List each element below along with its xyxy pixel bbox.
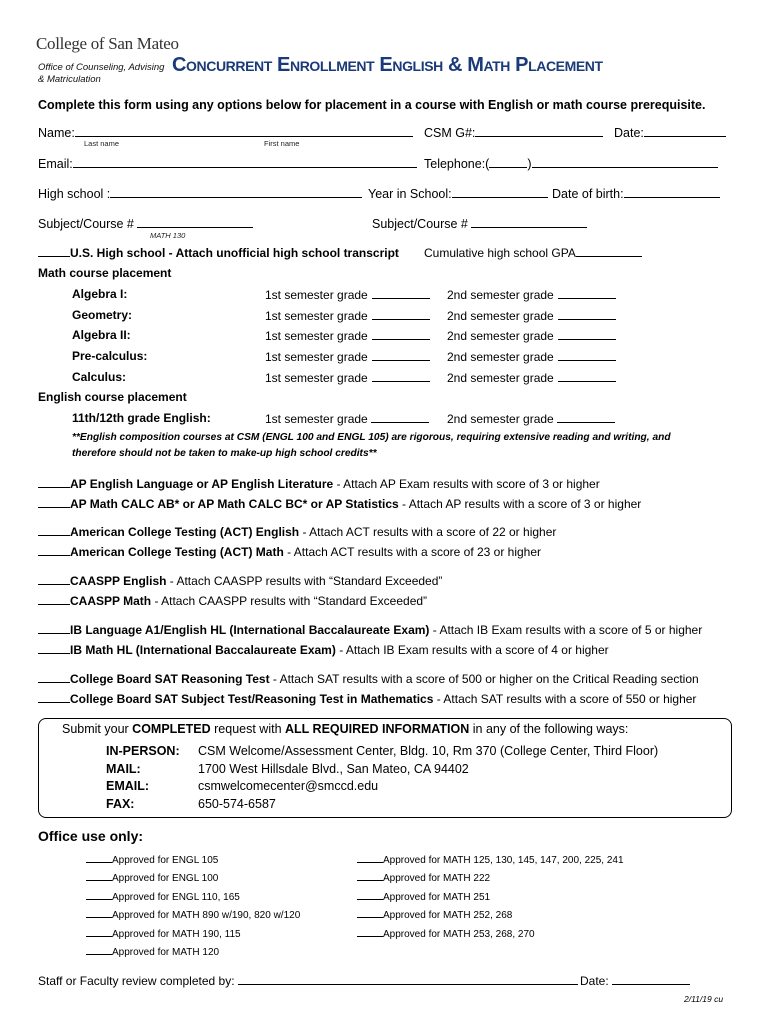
office-checkline[interactable] [357, 926, 383, 937]
math-sem1-label: 1st semester grade [265, 308, 368, 323]
exam-checkline[interactable] [38, 642, 70, 654]
submit-method-value: CSM Welcome/Assessment Center, Bldg. 10, Rm 370 (College Center, Third Floor) [198, 744, 659, 758]
transcript-label: U.S. High school [70, 246, 166, 260]
footer-date-label: Date: [580, 974, 609, 988]
exam-requirement: - Attach IB Exam results with a score of 4 or higher [335, 643, 609, 657]
office-heading: Office use only: [38, 828, 144, 844]
math-sem1-label: 1st semester grade [265, 370, 368, 385]
exam-requirement: - Attach CAASPP results with “Standard Exceeded” [151, 594, 428, 608]
submit-mid: request with [210, 722, 285, 736]
math-sem2-line[interactable] [558, 308, 616, 320]
exam-row [38, 622, 702, 637]
math-sem2-line[interactable] [558, 370, 616, 382]
english-sem1[interactable] [265, 411, 429, 426]
exam-name: CAASPP English [70, 574, 167, 588]
exam-name: IB Math HL (International Baccalaureate Exam) [70, 643, 336, 657]
math-sem2-line[interactable] [558, 349, 616, 361]
exam-requirement: - Attach IB Exam results with a score of 5 or higher [429, 623, 703, 637]
year-line[interactable] [452, 185, 548, 198]
exam-checkline[interactable] [38, 671, 70, 683]
math-sem2[interactable] [447, 328, 616, 343]
english-note-line2: therefore should not be taken to make-up high school credits** [72, 448, 377, 459]
office-approval-item[interactable] [86, 852, 218, 866]
office-checkline[interactable] [86, 870, 112, 881]
exam-row [38, 642, 609, 657]
english-sem2[interactable] [447, 411, 615, 426]
office-approval-item[interactable] [357, 852, 624, 866]
subject-course-label-1: Subject/Course # [38, 217, 134, 231]
exam-checkline[interactable] [38, 476, 70, 488]
submit-method-label: FAX: [106, 796, 135, 811]
math-sem2-label: 2nd semester grade [447, 288, 554, 302]
english-note-line1: **English composition courses at CSM (ENGL 100 and ENGL 105) are rigorous, requiring extensive reading and writing, and [72, 432, 671, 443]
math-sem1-line[interactable] [372, 349, 430, 361]
first-name-hint: First name [264, 139, 300, 148]
last-name-hint: Last name [84, 139, 120, 148]
office-approval-label: Approved for MATH 222 [383, 873, 491, 885]
footer-date-field[interactable] [580, 973, 690, 988]
office-checkline[interactable] [357, 870, 383, 881]
math-sem2-label: 2nd semester grade [447, 350, 554, 365]
office-approval-label: Approved for ENGL 105 [112, 855, 219, 866]
telephone-label: Telephone:( [424, 157, 490, 171]
exam-checkline[interactable] [38, 691, 70, 703]
exam-name: AP English Language or AP English Literature [70, 477, 334, 491]
office-checkline[interactable] [86, 852, 112, 863]
page-title: Concurrent Enrollment English & Math Placement [172, 54, 603, 76]
office-checkline[interactable] [86, 944, 112, 955]
office-approval-item[interactable] [357, 907, 512, 921]
math-sem2[interactable] [447, 370, 616, 385]
exam-name: CAASPP Math [70, 594, 152, 608]
math-course-label: Algebra I: [72, 287, 128, 301]
exam-checkline[interactable] [38, 622, 70, 634]
office-approval-item[interactable] [86, 907, 300, 921]
submit-instructions [62, 722, 628, 736]
office-approval-item[interactable] [357, 870, 490, 884]
dob-field[interactable] [552, 185, 720, 201]
csm-id-line[interactable] [475, 124, 603, 137]
email-label: Email: [38, 157, 73, 171]
math-sem2[interactable] [447, 287, 616, 302]
name-label: Name: [38, 126, 75, 140]
math-sem2[interactable] [447, 308, 616, 323]
exam-name: AP Math CALC AB* or AP Math CALC BC* or AP Statistics [70, 497, 399, 511]
footer-date-line[interactable] [612, 973, 690, 985]
exam-requirement: - Attach ACT results with a score of 23 or higher [283, 545, 542, 559]
csm-id-field[interactable] [424, 124, 603, 140]
math-course-label: Geometry: [72, 307, 133, 322]
office-approval-label: Approved for ENGL 110, 165 [112, 891, 240, 903]
math-sem1[interactable] [265, 287, 430, 302]
exam-requirement: - Attach ACT results with a score of 22 or higher [299, 525, 557, 539]
math-sem1-line[interactable] [372, 308, 430, 320]
version-stamp: 2/11/19 cu [684, 994, 724, 1004]
math-sem1[interactable] [265, 370, 430, 385]
subject-course-label-2: Subject/Course # [372, 217, 468, 231]
office-name-line1: Office of Counseling, Advising [38, 62, 165, 73]
office-approval-item[interactable] [86, 926, 241, 940]
exam-name: American College Testing (ACT) Math [70, 545, 284, 559]
office-approval-item[interactable] [86, 944, 219, 958]
transcript-attach: - Attach unofficial high school transcript [165, 246, 399, 260]
exam-requirement: - Attach SAT results with a score of 550 or higher [433, 692, 697, 706]
high-school-line[interactable] [110, 185, 362, 198]
submit-method-label: IN-PERSON: [106, 744, 180, 758]
exam-checkline[interactable] [38, 544, 70, 556]
date-label: Date: [614, 126, 644, 140]
office-approval-item[interactable] [86, 870, 218, 884]
exam-requirement: - Attach AP Exam results with score of 3 or higher [333, 477, 600, 491]
exam-row [38, 573, 442, 588]
office-approval-label: Approved for MATH 252, 268 [383, 910, 513, 922]
name-field[interactable] [38, 124, 413, 140]
gpa-label: Cumulative high school GPA [424, 246, 576, 260]
subject-course-line-1[interactable] [137, 215, 253, 228]
dob-line[interactable] [624, 185, 720, 198]
math-sem1-line[interactable] [372, 287, 430, 299]
exam-requirement: - Attach SAT results with a score of 500 or higher on the Critical Reading section [269, 672, 699, 686]
office-checkline[interactable] [86, 889, 112, 900]
math-sem1-label: 1st semester grade [265, 350, 368, 365]
submit-pre: Submit your [62, 722, 133, 736]
exam-row [38, 544, 541, 559]
email-field[interactable] [38, 155, 417, 171]
submit-required: ALL REQUIRED INFORMATION [285, 722, 470, 736]
math-sem2-label: 2nd semester grade [447, 329, 554, 344]
office-approval-item[interactable] [357, 926, 535, 940]
date-line[interactable] [644, 124, 726, 137]
math-sem1[interactable] [265, 308, 430, 323]
high-school-label: High school : [38, 187, 111, 201]
exam-row [38, 671, 699, 686]
office-approval-label: Approved for MATH 251 [383, 891, 491, 903]
office-name-line2: & Matriculation [38, 74, 101, 85]
submit-post: in any of the following ways: [469, 722, 629, 736]
exam-row [38, 691, 696, 706]
english-sem1-label: 1st semester grade [265, 412, 368, 426]
year-field[interactable] [368, 185, 548, 201]
area-code-line[interactable] [489, 155, 527, 168]
office-checkline[interactable] [357, 889, 383, 900]
english-course-label: 11th/12th grade English: [72, 411, 211, 425]
exam-checkline[interactable] [38, 496, 70, 508]
office-checkline[interactable] [357, 852, 383, 863]
math-sem1-label: 1st semester grade [265, 288, 368, 302]
college-logo [36, 34, 179, 54]
english-sem2-line[interactable] [557, 411, 615, 423]
exam-checkline[interactable] [38, 524, 70, 536]
office-approval-label: Approved for MATH 190, 115 [112, 928, 241, 940]
subject-course-field-2[interactable] [372, 215, 587, 231]
exam-requirement: - Attach AP results with a score of 3 or higher [398, 497, 642, 511]
submit-method-value: 650-574-6587 [198, 796, 276, 811]
math-sem1-label: 1st semester grade [265, 329, 368, 344]
math-sem2-line[interactable] [558, 287, 616, 299]
gpa-line[interactable] [576, 245, 642, 257]
english-sem1-line[interactable] [371, 411, 429, 423]
exam-row [38, 496, 641, 511]
math-sem1-line[interactable] [372, 370, 430, 382]
math-sem2-label: 2nd semester grade [447, 370, 554, 385]
telephone-field[interactable] [424, 155, 718, 171]
exam-checkline[interactable] [38, 573, 70, 585]
office-approval-label: Approved for MATH 890 w/190, 820 w/120 [112, 910, 301, 922]
date-field[interactable] [614, 124, 726, 140]
name-line[interactable] [75, 124, 413, 137]
telephone-line[interactable] [532, 155, 718, 168]
submit-method-value: 1700 West Hillsdale Blvd., San Mateo, CA 94402 [198, 761, 469, 776]
math-sem2-line[interactable] [558, 328, 616, 340]
math-course-label: Pre-calculus: [72, 349, 148, 364]
exam-name: American College Testing (ACT) English [70, 525, 300, 539]
review-field[interactable] [38, 973, 578, 988]
math-sem1[interactable] [265, 349, 430, 364]
office-approval-item[interactable] [86, 889, 240, 903]
english-heading: English course placement [38, 390, 187, 404]
math-course-label: Calculus: [72, 369, 127, 384]
form-instructions: Complete this form using any options below for placement in a course with English or math course prerequisite. [38, 98, 706, 112]
subject-course-hint: MATH 130 [150, 231, 186, 240]
office-approval-item[interactable] [357, 889, 490, 903]
office-checkline[interactable] [86, 907, 112, 918]
office-approval-label: Approved for MATH 253, 268, 270 [383, 928, 535, 940]
transcript-checkline[interactable] [38, 245, 70, 257]
office-name [38, 62, 164, 86]
review-line[interactable] [238, 973, 578, 985]
exam-row [38, 593, 427, 608]
csm-id-label: CSM G#: [424, 126, 476, 140]
email-line[interactable] [73, 155, 417, 168]
office-checkline[interactable] [357, 907, 383, 918]
submit-completed: COMPLETED [132, 722, 211, 736]
submit-method-value: csmwelcomecenter@smccd.edu [198, 779, 379, 793]
exam-row [38, 524, 556, 539]
exam-requirement: - Attach CAASPP results with “Standard Exceeded” [166, 574, 443, 588]
math-sem1[interactable] [265, 328, 430, 343]
exam-row [38, 476, 600, 491]
office-approval-label: Approved for MATH 125, 130, 145, 147, 200, 225, 241 [383, 855, 624, 866]
exam-name: College Board SAT Subject Test/Reasoning Test in Mathematics [70, 692, 434, 706]
college-logo-text: College of San Mateo [36, 34, 179, 53]
exam-checkline[interactable] [38, 593, 70, 605]
english-sem2-label: 2nd semester grade [447, 412, 554, 426]
office-approval-label: Approved for ENGL 100 [112, 873, 219, 885]
math-heading: Math course placement [38, 266, 172, 280]
dob-label: Date of birth: [552, 187, 624, 201]
subject-course-line-2[interactable] [471, 215, 587, 228]
math-sem2-label: 2nd semester grade [447, 308, 554, 323]
subject-course-field-1[interactable] [38, 215, 253, 231]
math-course-label: Algebra II: [72, 328, 131, 343]
submit-method-label: MAIL: [106, 761, 141, 776]
exam-name: College Board SAT Reasoning Test [70, 672, 270, 686]
transcript-row [38, 245, 399, 260]
office-approval-label: Approved for MATH 120 [112, 947, 220, 958]
year-label: Year in School: [368, 187, 452, 201]
math-sem2[interactable] [447, 349, 616, 364]
office-checkline[interactable] [86, 926, 112, 937]
exam-name: IB Language A1/English HL (International Baccalaureate Exam) [70, 623, 430, 637]
high-school-field[interactable] [38, 185, 362, 201]
review-label: Staff or Faculty review completed by: [38, 974, 235, 988]
telephone-close: ) [527, 157, 532, 171]
submit-method-label: EMAIL: [106, 779, 150, 793]
gpa-field[interactable] [424, 245, 642, 260]
math-sem1-line[interactable] [372, 328, 430, 340]
